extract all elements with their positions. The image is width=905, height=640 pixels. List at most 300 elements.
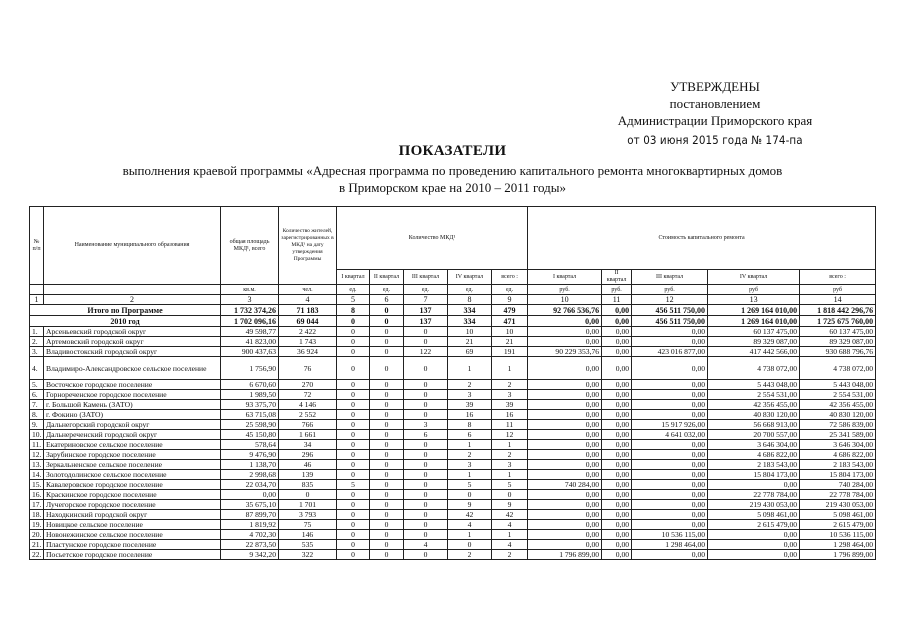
row-cell-q4: 1 bbox=[448, 530, 492, 540]
row-cell-cq3: 0,00 bbox=[632, 510, 708, 520]
row-cell-q3: 0 bbox=[404, 550, 448, 560]
row-cell-cq3: 0,00 bbox=[632, 380, 708, 390]
row-cell-cq1: 0,00 bbox=[528, 520, 602, 530]
row-number: 2. bbox=[30, 337, 44, 347]
row-cell-total: 5 bbox=[492, 480, 528, 490]
row-cell-q4: 2 bbox=[448, 380, 492, 390]
row-cell-residents: 0 bbox=[279, 490, 337, 500]
header-count-q3: III квартал bbox=[404, 270, 448, 285]
table-row bbox=[30, 550, 876, 560]
row-cell-total: 2 bbox=[492, 450, 528, 460]
row-cell-cq4: 2 554 531,00 bbox=[708, 390, 800, 400]
row-cell-q1: 0 bbox=[337, 520, 370, 530]
row-cell-area: 1 819,92 bbox=[221, 520, 279, 530]
row-cell-cq1: 0,00 bbox=[528, 337, 602, 347]
row-cell-residents: 36 924 bbox=[279, 347, 337, 357]
row-cell-total: 2 bbox=[492, 550, 528, 560]
row-cell-cq4: 40 830 120,00 bbox=[708, 410, 800, 420]
total-cell-cq1: 92 766 536,76 bbox=[528, 305, 602, 316]
row-cell-ctotal: 4 686 822,00 bbox=[800, 450, 876, 460]
unit-cell: руб bbox=[800, 285, 876, 295]
row-cell-q2: 0 bbox=[370, 337, 404, 347]
row-cell-ctotal: 2 615 479,00 bbox=[800, 520, 876, 530]
municipality-name: Находкинский городской округ bbox=[44, 510, 221, 520]
row-cell-q1: 0 bbox=[337, 337, 370, 347]
row-cell-ctotal: 60 137 475,00 bbox=[800, 327, 876, 337]
column-number: 3 bbox=[221, 295, 279, 305]
header-count-q2: II квартал bbox=[370, 270, 404, 285]
column-number-row bbox=[30, 295, 876, 305]
column-number: 11 bbox=[602, 295, 632, 305]
row-cell-q3: 122 bbox=[404, 347, 448, 357]
row-cell-cq3: 0,00 bbox=[632, 550, 708, 560]
municipality-name: Дальнереченский городской округ bbox=[44, 430, 221, 440]
row-number: 7. bbox=[30, 400, 44, 410]
row-cell-ctotal: 3 646 304,00 bbox=[800, 440, 876, 450]
row-cell-q1: 0 bbox=[337, 440, 370, 450]
row-cell-cq4: 22 778 784,00 bbox=[708, 490, 800, 500]
row-cell-q1: 0 bbox=[337, 347, 370, 357]
row-cell-q2: 0 bbox=[370, 400, 404, 410]
row-cell-q1: 0 bbox=[337, 500, 370, 510]
row-cell-total: 11 bbox=[492, 420, 528, 430]
table-row bbox=[30, 530, 876, 540]
row-cell-cq3: 0,00 bbox=[632, 357, 708, 380]
total-cell-total: 479 bbox=[492, 305, 528, 316]
row-cell-ctotal: 72 586 839,00 bbox=[800, 420, 876, 430]
row-cell-q3: 0 bbox=[404, 450, 448, 460]
row-cell-total: 21 bbox=[492, 337, 528, 347]
table-row bbox=[30, 400, 876, 410]
row-cell-residents: 535 bbox=[279, 540, 337, 550]
row-cell-q4: 0 bbox=[448, 490, 492, 500]
total-cell-q4: 334 bbox=[448, 316, 492, 327]
row-number: 14. bbox=[30, 470, 44, 480]
total-cell-cq3: 456 511 750,00 bbox=[632, 305, 708, 316]
row-cell-area: 41 823,00 bbox=[221, 337, 279, 347]
row-cell-q3: 4 bbox=[404, 540, 448, 550]
row-cell-residents: 322 bbox=[279, 550, 337, 560]
row-cell-q1: 5 bbox=[337, 480, 370, 490]
row-cell-cq4: 0,00 bbox=[708, 540, 800, 550]
row-cell-q2: 0 bbox=[370, 540, 404, 550]
row-cell-cq1: 0,00 bbox=[528, 420, 602, 430]
row-cell-residents: 72 bbox=[279, 390, 337, 400]
row-cell-cq2: 0,00 bbox=[602, 450, 632, 460]
row-cell-cq3: 0,00 bbox=[632, 410, 708, 420]
header-residents: Количество жителей, зарегистрированных в МКД¹ на дату утверждения Программы bbox=[279, 207, 337, 285]
row-cell-q1: 0 bbox=[337, 410, 370, 420]
row-cell-cq3: 0,00 bbox=[632, 520, 708, 530]
row-cell-ctotal: 10 536 115,00 bbox=[800, 530, 876, 540]
row-cell-cq4: 42 356 455,00 bbox=[708, 400, 800, 410]
row-cell-residents: 75 bbox=[279, 520, 337, 530]
column-number: 10 bbox=[528, 295, 602, 305]
row-cell-area: 9 476,90 bbox=[221, 450, 279, 460]
total-cell-q2: 0 bbox=[370, 305, 404, 316]
row-cell-q3: 0 bbox=[404, 470, 448, 480]
row-cell-q1: 0 bbox=[337, 550, 370, 560]
table-row bbox=[30, 380, 876, 390]
row-cell-area: 4 702,30 bbox=[221, 530, 279, 540]
row-cell-cq4: 56 668 913,00 bbox=[708, 420, 800, 430]
row-cell-q2: 0 bbox=[370, 430, 404, 440]
row-cell-q1: 0 bbox=[337, 400, 370, 410]
row-cell-area: 63 715,08 bbox=[221, 410, 279, 420]
row-number: 19. bbox=[30, 520, 44, 530]
row-cell-cq4: 15 804 173,00 bbox=[708, 470, 800, 480]
row-cell-cq2: 0,00 bbox=[602, 480, 632, 490]
row-cell-ctotal: 89 329 087,00 bbox=[800, 337, 876, 347]
column-number: 13 bbox=[708, 295, 800, 305]
row-cell-q4: 3 bbox=[448, 390, 492, 400]
row-number: 13. bbox=[30, 460, 44, 470]
row-number: 18. bbox=[30, 510, 44, 520]
row-cell-q3: 0 bbox=[404, 337, 448, 347]
row-number: 12. bbox=[30, 450, 44, 460]
document-title: ПОКАЗАТЕЛИ bbox=[398, 143, 507, 159]
total-cell-cq2: 0,00 bbox=[602, 305, 632, 316]
row-cell-q2: 0 bbox=[370, 480, 404, 490]
total-cell-total: 471 bbox=[492, 316, 528, 327]
row-cell-residents: 1 661 bbox=[279, 430, 337, 440]
row-cell-q4: 3 bbox=[448, 460, 492, 470]
row-cell-q4: 8 bbox=[448, 420, 492, 430]
row-cell-cq4: 20 700 557,00 bbox=[708, 430, 800, 440]
row-cell-q2: 0 bbox=[370, 470, 404, 480]
column-number: 6 bbox=[370, 295, 404, 305]
row-cell-cq1: 0,00 bbox=[528, 510, 602, 520]
decree-line: от 03 июня 2015 года № 174-па bbox=[627, 133, 803, 147]
column-number: 1 bbox=[30, 295, 44, 305]
row-cell-cq3: 0,00 bbox=[632, 440, 708, 450]
row-cell-cq3: 0,00 bbox=[632, 337, 708, 347]
row-cell-cq2: 0,00 bbox=[602, 430, 632, 440]
row-cell-q2: 0 bbox=[370, 520, 404, 530]
municipality-name: Горнореченское городское поселение bbox=[44, 390, 221, 400]
row-cell-q3: 0 bbox=[404, 327, 448, 337]
row-cell-area: 22 034,70 bbox=[221, 480, 279, 490]
table-row bbox=[30, 490, 876, 500]
row-cell-cq1: 0,00 bbox=[528, 400, 602, 410]
header-num: № п/п bbox=[30, 207, 44, 285]
total-cell-q1: 0 bbox=[337, 316, 370, 327]
total-cell-cq3: 456 511 750,00 bbox=[632, 316, 708, 327]
approval-block bbox=[600, 78, 830, 149]
column-number: 2 bbox=[44, 295, 221, 305]
row-cell-q2: 0 bbox=[370, 460, 404, 470]
row-cell-q3: 0 bbox=[404, 460, 448, 470]
row-cell-cq1: 0,00 bbox=[528, 390, 602, 400]
row-cell-cq3: 1 298 464,00 bbox=[632, 540, 708, 550]
header-count-q4: IV квартал bbox=[448, 270, 492, 285]
approval-line1: УТВЕРЖДЕНЫ bbox=[670, 79, 760, 94]
row-cell-cq2: 0,00 bbox=[602, 440, 632, 450]
row-cell-total: 1 bbox=[492, 357, 528, 380]
header-cost-q2: II квартал bbox=[602, 270, 632, 285]
total-cell-cq4: 1 269 164 010,00 bbox=[708, 316, 800, 327]
row-cell-ctotal: 40 830 120,00 bbox=[800, 410, 876, 420]
municipality-name: Зеркальненское сельское поселение bbox=[44, 460, 221, 470]
unit-cell: ед. bbox=[448, 285, 492, 295]
row-cell-area: 9 342,20 bbox=[221, 550, 279, 560]
row-cell-cq2: 0,00 bbox=[602, 540, 632, 550]
row-cell-cq4: 219 430 053,00 bbox=[708, 500, 800, 510]
total-cell-ctotal: 1 818 442 296,76 bbox=[800, 305, 876, 316]
municipality-name: Восточское городское поселение bbox=[44, 380, 221, 390]
row-cell-area: 25 598,90 bbox=[221, 420, 279, 430]
municipality-name: Золотодолинское сельское поселение bbox=[44, 470, 221, 480]
row-cell-cq1: 740 284,00 bbox=[528, 480, 602, 490]
row-cell-cq1: 0,00 bbox=[528, 357, 602, 380]
row-cell-cq1: 0,00 bbox=[528, 490, 602, 500]
row-cell-area: 35 675,10 bbox=[221, 500, 279, 510]
row-cell-residents: 34 bbox=[279, 440, 337, 450]
row-cell-q3: 6 bbox=[404, 430, 448, 440]
unit-cell: руб. bbox=[602, 285, 632, 295]
row-cell-total: 16 bbox=[492, 410, 528, 420]
municipality-name: Зарубинское городское поселение bbox=[44, 450, 221, 460]
row-cell-ctotal: 740 284,00 bbox=[800, 480, 876, 490]
row-cell-cq4: 60 137 475,00 bbox=[708, 327, 800, 337]
row-cell-q2: 0 bbox=[370, 357, 404, 380]
row-cell-residents: 139 bbox=[279, 470, 337, 480]
row-cell-cq4: 2 615 479,00 bbox=[708, 520, 800, 530]
row-cell-ctotal: 1 298 464,00 bbox=[800, 540, 876, 550]
column-number: 8 bbox=[448, 295, 492, 305]
row-cell-cq3: 0,00 bbox=[632, 400, 708, 410]
row-number: 3. bbox=[30, 347, 44, 357]
row-number: 22. bbox=[30, 550, 44, 560]
header-cost-q3: III квартал bbox=[632, 270, 708, 285]
total-label: 2010 год bbox=[30, 316, 221, 327]
header-cost-q1: I квартал bbox=[528, 270, 602, 285]
approval-line2: постановлением bbox=[669, 96, 761, 111]
municipality-name: Арсеньевский городской округ bbox=[44, 327, 221, 337]
table-row bbox=[30, 420, 876, 430]
unit-cell: ед. bbox=[404, 285, 448, 295]
row-cell-residents: 270 bbox=[279, 380, 337, 390]
row-cell-total: 1 bbox=[492, 470, 528, 480]
total-cell-ctotal: 1 725 675 760,00 bbox=[800, 316, 876, 327]
row-cell-area: 1 138,70 bbox=[221, 460, 279, 470]
row-cell-area: 2 998,68 bbox=[221, 470, 279, 480]
row-cell-ctotal: 5 443 048,00 bbox=[800, 380, 876, 390]
total-cell-q1: 8 bbox=[337, 305, 370, 316]
row-cell-ctotal: 2 183 543,00 bbox=[800, 460, 876, 470]
row-cell-q1: 0 bbox=[337, 530, 370, 540]
row-cell-cq3: 15 917 926,00 bbox=[632, 420, 708, 430]
row-cell-area: 49 598,77 bbox=[221, 327, 279, 337]
table-row bbox=[30, 540, 876, 550]
row-cell-q3: 0 bbox=[404, 480, 448, 490]
document-subtitle: выполнения краевой программы «Адресная программа по проведению капитального ремонта многоквартирных домов в Приморском крае на 2010 – 2011 годы» bbox=[122, 163, 783, 195]
total-cell-cq4: 1 269 164 010,00 bbox=[708, 305, 800, 316]
row-cell-q4: 10 bbox=[448, 327, 492, 337]
total-cell-cq2: 0,00 bbox=[602, 316, 632, 327]
row-cell-cq1: 0,00 bbox=[528, 430, 602, 440]
row-cell-cq2: 0,00 bbox=[602, 380, 632, 390]
row-cell-cq3: 423 016 877,00 bbox=[632, 347, 708, 357]
row-cell-q1: 0 bbox=[337, 450, 370, 460]
row-cell-total: 12 bbox=[492, 430, 528, 440]
row-cell-q4: 16 bbox=[448, 410, 492, 420]
row-cell-cq2: 0,00 bbox=[602, 410, 632, 420]
unit-cell: руб. bbox=[528, 285, 602, 295]
row-cell-cq2: 0,00 bbox=[602, 400, 632, 410]
row-cell-cq3: 0,00 bbox=[632, 460, 708, 470]
row-cell-q1: 0 bbox=[337, 390, 370, 400]
row-cell-cq3: 0,00 bbox=[632, 390, 708, 400]
row-cell-q2: 0 bbox=[370, 440, 404, 450]
row-cell-q1: 0 bbox=[337, 540, 370, 550]
table-row bbox=[30, 390, 876, 400]
total-cell-q4: 334 bbox=[448, 305, 492, 316]
header-cost-q4: IV квартал bbox=[708, 270, 800, 285]
row-cell-area: 22 873,50 bbox=[221, 540, 279, 550]
table-row bbox=[30, 327, 876, 337]
row-cell-q2: 0 bbox=[370, 390, 404, 400]
row-cell-cq2: 0,00 bbox=[602, 357, 632, 380]
row-cell-q3: 0 bbox=[404, 357, 448, 380]
table-row bbox=[30, 410, 876, 420]
unit-cell: ед. bbox=[337, 285, 370, 295]
row-cell-q2: 0 bbox=[370, 550, 404, 560]
municipality-name: Пластунское городское поселение bbox=[44, 540, 221, 550]
row-cell-q3: 3 bbox=[404, 420, 448, 430]
row-cell-cq4: 0,00 bbox=[708, 480, 800, 490]
row-cell-cq1: 1 796 899,00 bbox=[528, 550, 602, 560]
row-cell-q4: 1 bbox=[448, 470, 492, 480]
row-cell-cq2: 0,00 bbox=[602, 390, 632, 400]
row-cell-area: 6 670,60 bbox=[221, 380, 279, 390]
row-cell-cq3: 0,00 bbox=[632, 480, 708, 490]
row-cell-q4: 21 bbox=[448, 337, 492, 347]
municipality-name: Артемовский городской округ bbox=[44, 337, 221, 347]
row-cell-total: 9 bbox=[492, 500, 528, 510]
unit-cell: чел. bbox=[279, 285, 337, 295]
row-cell-cq3: 10 536 115,00 bbox=[632, 530, 708, 540]
row-cell-q1: 0 bbox=[337, 430, 370, 440]
units-row bbox=[30, 285, 876, 295]
column-number: 7 bbox=[404, 295, 448, 305]
row-cell-q3: 0 bbox=[404, 500, 448, 510]
row-cell-cq2: 0,00 bbox=[602, 327, 632, 337]
indicators-table bbox=[29, 206, 876, 560]
row-cell-cq3: 0,00 bbox=[632, 490, 708, 500]
total-row bbox=[30, 305, 876, 316]
row-cell-cq2: 0,00 bbox=[602, 550, 632, 560]
row-number: 5. bbox=[30, 380, 44, 390]
unit-cell: ед. bbox=[492, 285, 528, 295]
row-cell-q4: 6 bbox=[448, 430, 492, 440]
row-cell-cq4: 0,00 bbox=[708, 550, 800, 560]
municipality-name: г. Большой Камень (ЗАТО) bbox=[44, 400, 221, 410]
row-cell-area: 900 437,63 bbox=[221, 347, 279, 357]
unit-cell: ед. bbox=[370, 285, 404, 295]
row-cell-cq3: 0,00 bbox=[632, 470, 708, 480]
total-cell-area: 1 702 096,16 bbox=[221, 316, 279, 327]
row-number: 11. bbox=[30, 440, 44, 450]
row-cell-total: 39 bbox=[492, 400, 528, 410]
row-cell-q2: 0 bbox=[370, 327, 404, 337]
row-cell-q2: 0 bbox=[370, 410, 404, 420]
row-cell-cq4: 0,00 bbox=[708, 530, 800, 540]
row-cell-residents: 46 bbox=[279, 460, 337, 470]
row-number: 9. bbox=[30, 420, 44, 430]
row-cell-cq3: 0,00 bbox=[632, 450, 708, 460]
row-number: 4. bbox=[30, 357, 44, 380]
municipality-name: г. Фокино (ЗАТО) bbox=[44, 410, 221, 420]
total-cell-q3: 137 bbox=[404, 316, 448, 327]
row-cell-cq2: 0,00 bbox=[602, 420, 632, 430]
row-cell-total: 3 bbox=[492, 460, 528, 470]
row-cell-cq1: 0,00 bbox=[528, 410, 602, 420]
row-number: 21. bbox=[30, 540, 44, 550]
row-cell-cq4: 5 098 461,00 bbox=[708, 510, 800, 520]
row-cell-q1: 0 bbox=[337, 420, 370, 430]
total-cell-q2: 0 bbox=[370, 316, 404, 327]
row-cell-ctotal: 22 778 784,00 bbox=[800, 490, 876, 500]
row-cell-cq2: 0,00 bbox=[602, 520, 632, 530]
row-cell-area: 1 989,50 bbox=[221, 390, 279, 400]
row-cell-area: 93 375,70 bbox=[221, 400, 279, 410]
unit-cell: руб bbox=[708, 285, 800, 295]
row-cell-residents: 766 bbox=[279, 420, 337, 430]
row-cell-q3: 0 bbox=[404, 490, 448, 500]
row-cell-cq2: 0,00 bbox=[602, 460, 632, 470]
row-cell-q3: 0 bbox=[404, 400, 448, 410]
municipality-name: Екатериновское сельское поселение bbox=[44, 440, 221, 450]
total-cell-residents: 71 183 bbox=[279, 305, 337, 316]
municipality-name: Посьетское городское поселение bbox=[44, 550, 221, 560]
row-number: 20. bbox=[30, 530, 44, 540]
row-cell-ctotal: 15 804 173,00 bbox=[800, 470, 876, 480]
row-cell-cq2: 0,00 bbox=[602, 490, 632, 500]
row-cell-cq4: 2 183 543,00 bbox=[708, 460, 800, 470]
header-name: Наименование муниципального образования bbox=[44, 207, 221, 285]
municipality-name: Дальнегорский городской округ bbox=[44, 420, 221, 430]
row-cell-q4: 2 bbox=[448, 450, 492, 460]
table-row bbox=[30, 450, 876, 460]
row-cell-q4: 1 bbox=[448, 357, 492, 380]
municipality-name: Владивостокский городской округ bbox=[44, 347, 221, 357]
row-cell-ctotal: 25 341 589,00 bbox=[800, 430, 876, 440]
unit-cell: кв.м. bbox=[221, 285, 279, 295]
row-number: 1. bbox=[30, 327, 44, 337]
row-cell-residents: 2 552 bbox=[279, 410, 337, 420]
row-cell-q1: 0 bbox=[337, 470, 370, 480]
total-cell-residents: 69 044 bbox=[279, 316, 337, 327]
row-cell-cq1: 0,00 bbox=[528, 500, 602, 510]
row-cell-area: 578,64 bbox=[221, 440, 279, 450]
header-cost-total: всего : bbox=[800, 270, 876, 285]
municipality-name: Владимиро-Александровское сельское поселение bbox=[44, 357, 221, 380]
table-row bbox=[30, 460, 876, 470]
row-cell-cq1: 0,00 bbox=[528, 470, 602, 480]
row-cell-residents: 76 bbox=[279, 357, 337, 380]
row-cell-cq4: 4 738 072,00 bbox=[708, 357, 800, 380]
row-number: 6. bbox=[30, 390, 44, 400]
row-cell-cq1: 0,00 bbox=[528, 450, 602, 460]
row-cell-q1: 0 bbox=[337, 460, 370, 470]
row-cell-cq4: 4 686 822,00 bbox=[708, 450, 800, 460]
header-count-total: всего : bbox=[492, 270, 528, 285]
total-cell-cq1: 0,00 bbox=[528, 316, 602, 327]
header-mkd-count: Количество МКД¹ bbox=[337, 207, 528, 270]
row-cell-cq2: 0,00 bbox=[602, 347, 632, 357]
row-cell-ctotal: 930 688 796,76 bbox=[800, 347, 876, 357]
